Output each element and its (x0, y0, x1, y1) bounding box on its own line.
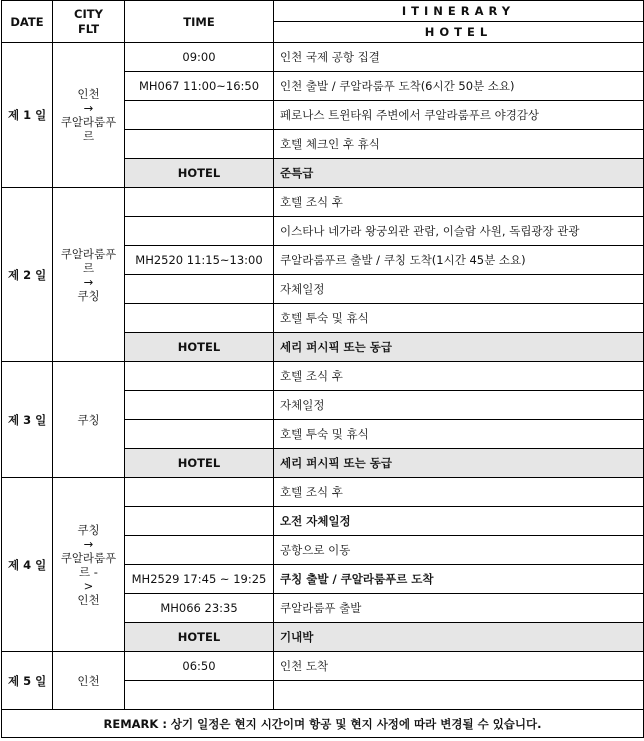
header-date: DATE (2, 1, 53, 43)
day-5-item-1: 인천 도착 (274, 652, 644, 681)
day-2-time-4 (125, 275, 274, 304)
day-1-hotel-label: HOTEL (125, 159, 274, 188)
day-2-hotel-label: HOTEL (125, 333, 274, 362)
day-4-item-1: 호텔 조식 후 (274, 478, 644, 507)
day-1-time-1: 09:00 (125, 43, 274, 72)
day-3-item-2: 자체일정 (274, 391, 644, 420)
day-4-hotel-label: HOTEL (125, 623, 274, 652)
day-2-time-1 (125, 188, 274, 217)
day-3-time-2 (125, 391, 274, 420)
day-3-hotel: 세리 퍼시픽 또는 동급 (274, 449, 644, 478)
day-3-hotel-label: HOTEL (125, 449, 274, 478)
day-1-time-2: MH067 11:00~16:50 (125, 72, 274, 101)
day-1-time-3 (125, 101, 274, 130)
header-time: TIME (125, 1, 274, 43)
header-city: CITY (74, 6, 103, 21)
day-3-date: 제 3 일 (2, 362, 53, 478)
day-2-time-2 (125, 217, 274, 246)
day-2-item-5: 호텔 투숙 및 휴식 (274, 304, 644, 333)
day-4-time-3 (125, 536, 274, 565)
day-2-date: 제 2 일 (2, 188, 53, 362)
day-5-time-1: 06:50 (125, 652, 274, 681)
day-3-city: 쿠칭 (53, 362, 125, 478)
day-1-item-3: 페로나스 트윈타워 주변에서 쿠알라룸푸르 야경감상 (274, 101, 644, 130)
remark: REMARK : 상기 일정은 현지 시간이며 항공 및 현지 사정에 따라 변경될 수 있습니다. (2, 710, 644, 738)
header-itinerary: ITINERARY (274, 1, 644, 22)
day-4-item-3: 공항으로 이동 (274, 536, 644, 565)
day-4-time-1 (125, 478, 274, 507)
day-4-time-5: MH066 23:35 (125, 594, 274, 623)
day-3-item-3: 호텔 투숙 및 휴식 (274, 420, 644, 449)
day-3-item-1: 호텔 조식 후 (274, 362, 644, 391)
day-1-time-4 (125, 130, 274, 159)
day-1-hotel: 준특급 (274, 159, 644, 188)
day-5-date: 제 5 일 (2, 652, 53, 710)
day-4-item-4: 쿠칭 출발 / 쿠알라룸푸르 도착 (274, 565, 644, 594)
day-2-item-4: 자체일정 (274, 275, 644, 304)
day-4-time-2 (125, 507, 274, 536)
day-2-item-3: 쿠알라룸푸르 출발 / 쿠칭 도착(1시간 45분 소요) (274, 246, 644, 275)
day-4-hotel: 기내박 (274, 623, 644, 652)
day-1-city: 인천 → 쿠알라룸푸 르 (53, 43, 125, 188)
day-2-city: 쿠알라룸푸 르 → 쿠칭 (53, 188, 125, 362)
day-3-time-3 (125, 420, 274, 449)
day-4-time-4: MH2529 17:45 ~ 19:25 (125, 565, 274, 594)
day-4-date: 제 4 일 (2, 478, 53, 652)
day-4-item-5: 쿠알라룸푸 출발 (274, 594, 644, 623)
day-1-date: 제 1 일 (2, 43, 53, 188)
day-2-time-5 (125, 304, 274, 333)
itinerary-table (1, 0, 644, 738)
day-1-item-2: 인천 출발 / 쿠알라룸푸 도착(6시간 50분 소요) (274, 72, 644, 101)
day-2-item-2: 이스타나 네가라 왕궁외관 관람, 이슬람 사원, 독립광장 관광 (274, 217, 644, 246)
day-3-time-1 (125, 362, 274, 391)
day-1-item-1: 인천 국제 공항 집결 (274, 43, 644, 72)
header-flt: FLT (77, 21, 100, 36)
day-4-item-2: 오전 자체일정 (274, 507, 644, 536)
day-5-city: 인천 (53, 652, 125, 710)
day-4-city: 쿠칭 → 쿠알라룸푸 르 - > 인천 (53, 478, 125, 652)
day-2-hotel: 세리 퍼시픽 또는 동급 (274, 333, 644, 362)
day-5-item-2 (274, 681, 644, 710)
day-1-item-4: 호텔 체크인 후 휴식 (274, 130, 644, 159)
day-2-item-1: 호텔 조식 후 (274, 188, 644, 217)
day-2-time-3: MH2520 11:15~13:00 (125, 246, 274, 275)
header-hotel: HOTEL (274, 22, 644, 43)
day-5-time-2 (125, 681, 274, 710)
header-city-flt (53, 1, 125, 43)
